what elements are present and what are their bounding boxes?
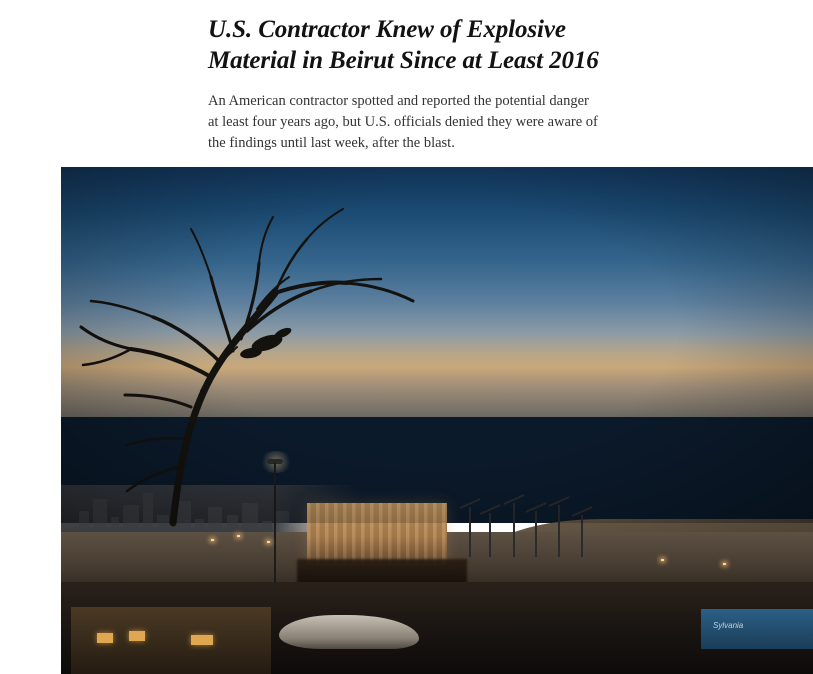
distant-light [211, 539, 214, 541]
page-title: U.S. Contractor Knew of Explosive Material in Beirut Since at Least 2016 [208, 16, 599, 75]
distant-light [723, 563, 726, 565]
distant-light [661, 559, 664, 561]
article-photo-figure [61, 167, 813, 630]
foreground-shed [71, 607, 271, 674]
article-summary: An American contractor spotted and reported the potential danger at least four years ago, but U.S. officials denied they were aware of the findings until last week, after the blast. [208, 92, 598, 151]
photo-vignette [61, 167, 813, 523]
distant-light [237, 535, 240, 537]
article-header [0, 0, 794, 154]
blue-truck [701, 609, 813, 649]
truck-marking: Sylvania [713, 621, 744, 630]
beirut-port-photo [61, 167, 813, 630]
distant-light [267, 541, 270, 543]
